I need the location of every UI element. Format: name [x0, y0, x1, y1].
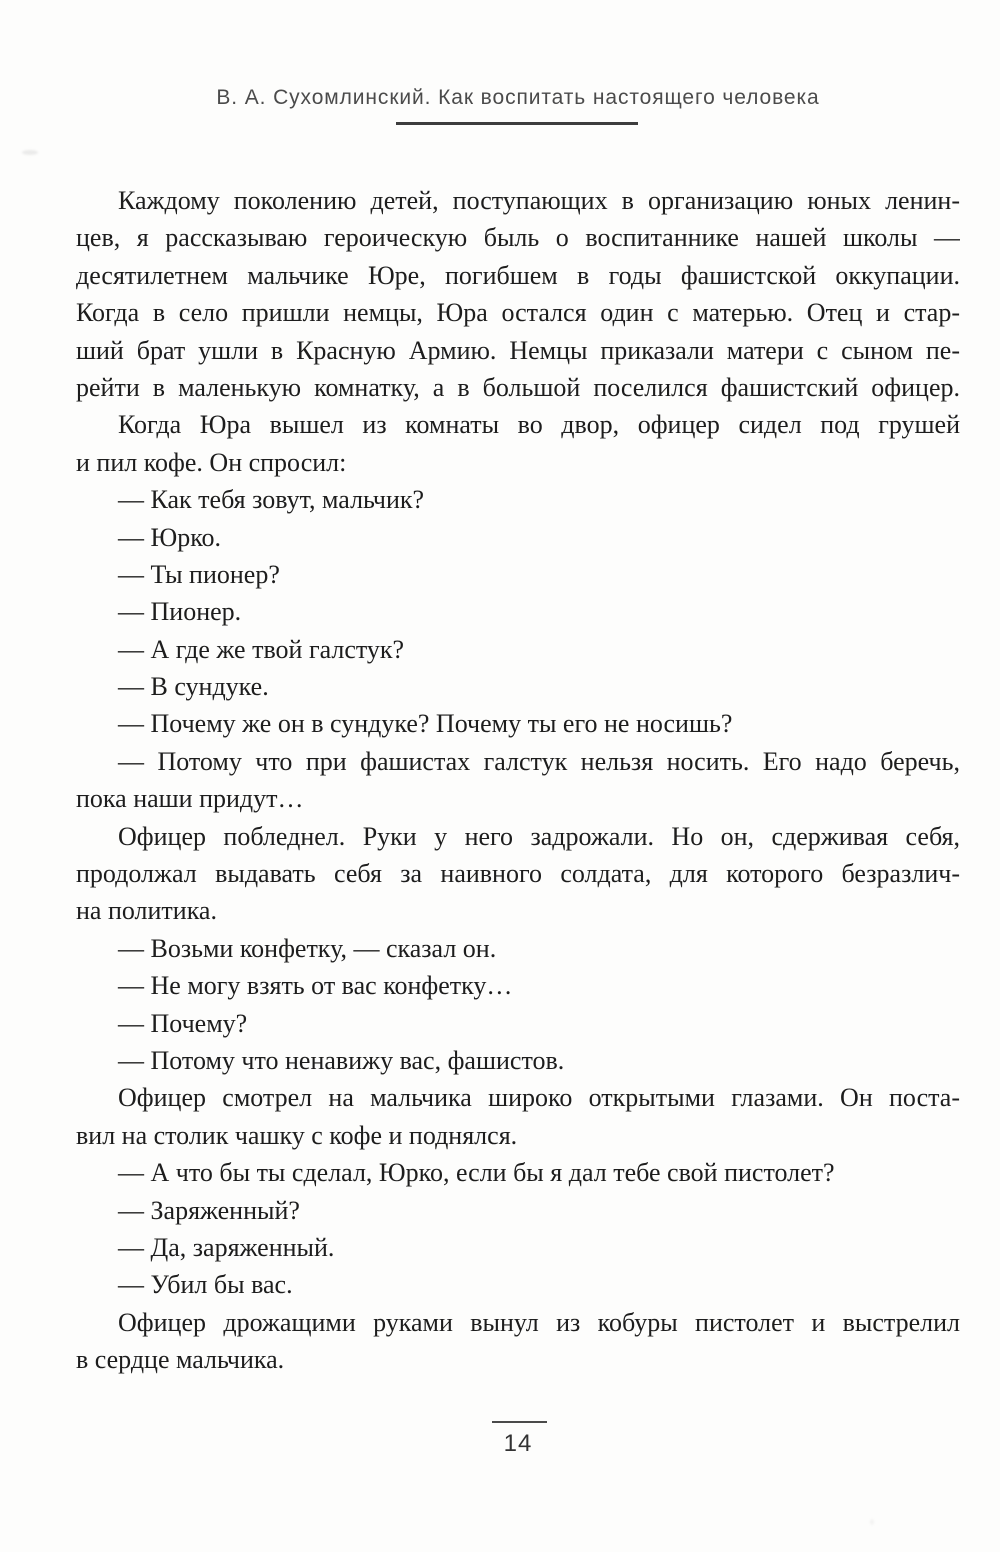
text-line: — Юрко. — [118, 522, 222, 552]
text-line: ший брат ушли в Красную Армию. Немцы приказали матери с сыном пе- — [76, 335, 960, 365]
text-line: — Заряженный? — [118, 1195, 300, 1225]
text-line: — Потому что при фашистах галстук нельзя носить. Его надо беречь, — [118, 746, 960, 776]
text-line: — В сундуке. — [118, 672, 269, 702]
text-line: Когда в село пришли немцы, Юра остался один с матерью. Отец и стар- — [76, 298, 960, 328]
scan-artifact — [870, 1519, 874, 1525]
text-line: Офицер побледнел. Руки у него задрожали. Но он, сдерживая себя, — [118, 821, 960, 851]
text-line: вил на столик чашку с кофе и поднялся. — [76, 1120, 518, 1150]
text-line: — Ты пионер? — [118, 559, 280, 589]
text-line: — Возьми конфетку, — сказал он. — [118, 933, 497, 963]
text-line: — Убил бы вас. — [118, 1270, 293, 1300]
text-block — [76, 182, 960, 1379]
text-line: в сердце мальчика. — [76, 1345, 285, 1375]
text-line: десятилетнем мальчике Юре, погибшем в годы фашистской оккупации. — [76, 260, 960, 290]
scan-artifact — [22, 150, 38, 155]
text-line: — Почему? — [118, 1008, 248, 1038]
text-line: Офицер смотрел на мальчика широко открытыми глазами. Он поста- — [118, 1083, 960, 1113]
text-line: рейти в маленькую комнатку, а в большой поселился фашистский офицер. — [76, 372, 960, 402]
running-header-title: В. А. Сухомлинский. Как воспитать настоящего человека — [216, 86, 820, 109]
text-line: — Не могу взять от вас конфетку… — [118, 971, 513, 1001]
text-line: Когда Юра вышел из комнаты во двор, офицер сидел под грушей — [118, 410, 960, 440]
header-divider-rule — [396, 122, 638, 125]
footer-divider-rule — [492, 1421, 547, 1423]
text-line: на политика. — [76, 896, 217, 926]
text-line: продолжал выдавать себя за наивного солдата, для которого безразлич- — [76, 859, 960, 889]
text-line: — Как тебя зовут, мальчик? — [118, 485, 425, 515]
text-line: и пил кофе. Он спросил: — [76, 447, 347, 477]
text-line: — Да, заряженный. — [118, 1232, 335, 1262]
text-line: — Потому что ненавижу вас, фашистов. — [118, 1045, 565, 1075]
text-line: — А где же твой галстук? — [118, 634, 405, 664]
text-line: — Почему же он в сундуке? Почему ты его не носишь? — [118, 709, 733, 739]
text-line: Каждому поколению детей, поступающих в организацию юных ленин- — [118, 186, 960, 215]
text-line: пока наши придут… — [76, 784, 304, 814]
text-line: — А что бы ты сделал, Юрко, если бы я дал тебе свой пистолет? — [118, 1158, 835, 1188]
text-line: — Пионер. — [118, 597, 242, 627]
page-number: 14 — [503, 1430, 533, 1457]
text-line: Офицер дрожащими руками вынул из кобуры пистолет и выстрелил — [118, 1307, 960, 1337]
text-line: цев, я рассказываю героическую быль о воспитаннике нашей школы — — [76, 223, 960, 253]
